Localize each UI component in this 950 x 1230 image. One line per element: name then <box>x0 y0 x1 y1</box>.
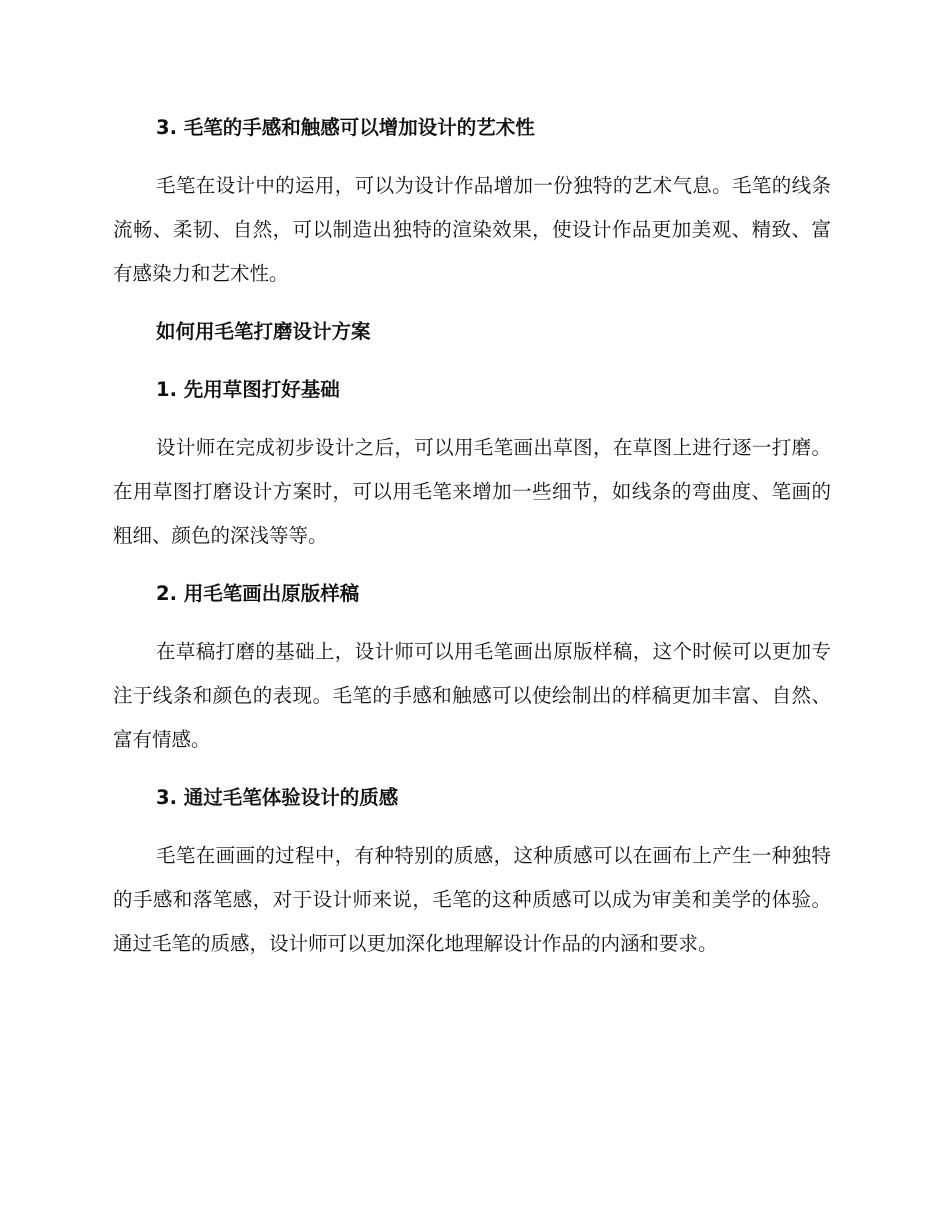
section-heading: 2. 用毛笔画出原版样稿 <box>156 582 360 605</box>
body-paragraph: 在草稿打磨的基础上，设计师可以用毛笔画出原版样稿，这个时候可以更加专注于线条和颜色的表现。毛笔的手感和触感可以使绘制出的样稿更加丰富、自然、富有情感。 <box>113 640 831 751</box>
section-heading: 3. 毛笔的手感和触感可以增加设计的艺术性 <box>156 116 535 139</box>
section-heading: 3. 通过毛笔体验设计的质感 <box>156 786 399 809</box>
body-paragraph: 设计师在完成初步设计之后，可以用毛笔画出草图，在草图上进行逐一打磨。在用草图打磨设计方案时，可以用毛笔来增加一些细节，如线条的弯曲度、笔画的粗细、颜色的深浅等等。 <box>113 436 831 547</box>
body-paragraph: 毛笔在设计中的运用，可以为设计作品增加一份独特的艺术气息。毛笔的线条流畅、柔韧、自然，可以制造出独特的渲染效果，使设计作品更加美观、精致、富有感染力和艺术性。 <box>113 174 831 285</box>
section-heading: 1. 先用草图打好基础 <box>156 378 340 401</box>
document-page <box>113 106 831 966</box>
section-heading: 如何用毛笔打磨设计方案 <box>156 320 371 343</box>
body-paragraph: 毛笔在画画的过程中，有种特别的质感，这种质感可以在画布上产生一种独特的手感和落笔感，对于设计师来说，毛笔的这种质感可以成为审美和美学的体验。通过毛笔的质感，设计师可以更加深化地理解设计作品的内涵和要求。 <box>113 844 831 955</box>
